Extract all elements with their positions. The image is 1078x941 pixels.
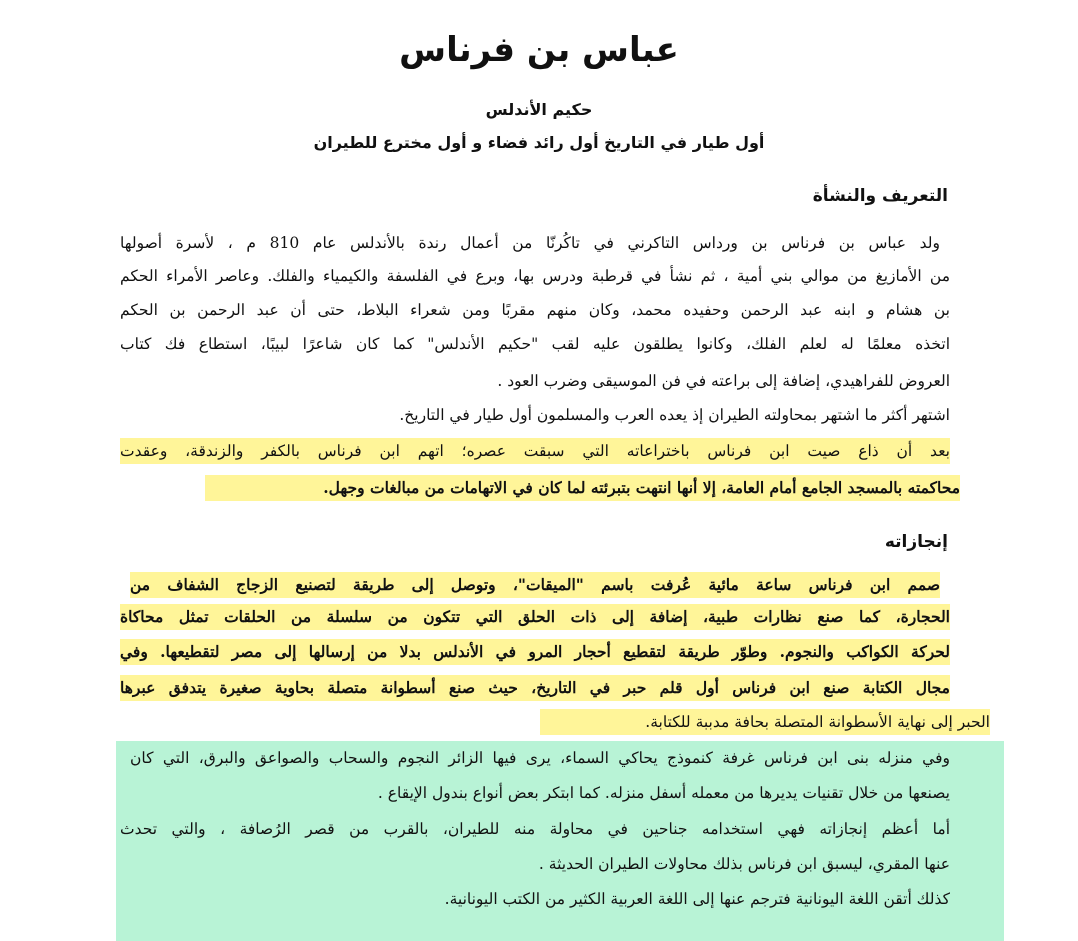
paragraph-line: بن هشام و ابنه عبد الرحمن وحفيده محمد، وكان منهم مقربًا ومن شعراء البلاط، حتى أن عبد الرحمن بن الحكم bbox=[120, 301, 950, 319]
paragraph-line: أما أعظم إنجازاته فهي استخدامه جناحين في محاولة منه للطيران، بالقرب من قصر الرُصافة ، والتي تحدث bbox=[120, 820, 950, 838]
subtitle-secondary: أول طيار في التاريخ أول رائد فضاء و أول مخترع للطيران bbox=[313, 133, 765, 152]
paragraph-line: اشتهر أكثر ما اشتهر بمحاولته الطيران إذ يعده العرب والمسلمون أول طيار في التاريخ. bbox=[399, 406, 950, 424]
highlighted-line: الحجارة، كما صنع نظارات طبية، إضافة إلى ذات الحلق التي تتكون من سلسلة من الحلقات تمثل محاكاة bbox=[120, 604, 950, 630]
section-heading-achievements: إنجازاته bbox=[884, 532, 948, 552]
paragraph-line: اتخذه معلمًا له لعلم الفلك، وكانوا يطلقون عليه لقب "حكيم الأندلس" كما كان شاعرًا لبيبًا، استطاع فك كتاب bbox=[120, 335, 950, 353]
paragraph-line: كذلك أتقن اللغة اليونانية فترجم عنها إلى اللغة العربية الكثير من الكتب اليونانية. bbox=[444, 890, 950, 908]
subtitle-primary: حكيم الأندلس bbox=[485, 100, 593, 119]
section-heading-introduction: التعريف والنشأة bbox=[812, 186, 948, 206]
highlighted-line: لحركة الكواكب والنجوم. وطوّر طريقة لتقطيع أحجار المرو في الأندلس بدلا من إرسالها إلى مصر لتقطيعها. وفي bbox=[120, 639, 950, 665]
page-title: عباس بن فرناس bbox=[399, 30, 679, 70]
paragraph-line: من الأمازيغ من موالي بني أمية ، ثم نشأ في قرطبة ودرس بها، وبرع في الفلسفة والكيمياء والفلك. وعاصر الأمراء الحكم bbox=[120, 267, 950, 285]
highlighted-line: بعد أن ذاع صيت ابن فرناس باختراعاته التي سبقت عصره؛ اتهم ابن فرناس بالكفر والزندقة، وعقدت bbox=[120, 438, 950, 464]
highlighted-line: صمم ابن فرناس ساعة مائية عُرفت باسم "الميقات"، وتوصل إلى طريقة لتصنيع الزجاج الشفاف من bbox=[130, 572, 940, 598]
highlighted-line: محاكمته بالمسجد الجامع أمام العامة، إلا أنها انتهت بتبرئته لما كان في الاتهامات من مبالغات وجهل. bbox=[205, 475, 960, 501]
paragraph-line: يصنعها من خلال تقنيات يديرها من معمله أسفل منزله. كما ابتكر بعض أنواع بندول الإيقاع . bbox=[377, 784, 950, 802]
paragraph-line: عنها المقري، ليسبق ابن فرناس بذلك محاولات الطيران الحديثة . bbox=[538, 855, 950, 873]
highlighted-line: الحبر إلى نهاية الأسطوانة المتصلة بحافة مدببة للكتابة. bbox=[540, 709, 990, 735]
paragraph-line: العروض للفراهيدي، إضافة إلى براعته في فن الموسيقى وضرب العود . bbox=[497, 372, 950, 390]
paragraph-line: وفي منزله بنى ابن فرناس غرفة كنموذج يحاكي السماء، يرى فيها الزائر النجوم والسحاب والصواعق والبرق، التي كان bbox=[130, 749, 950, 767]
highlighted-line: مجال الكتابة صنع ابن فرناس أول قلم حبر في التاريخ، حيث صنع أسطوانة متصلة بحاوية صغيرة يتدفق عبرها bbox=[120, 675, 950, 701]
paragraph-line: ولد عباس بن فرناس بن ورداس التاكرني في تاكُرنّا من أعمال رندة بالأندلس عام 810 م ، لأسرة أصولها bbox=[120, 234, 940, 252]
